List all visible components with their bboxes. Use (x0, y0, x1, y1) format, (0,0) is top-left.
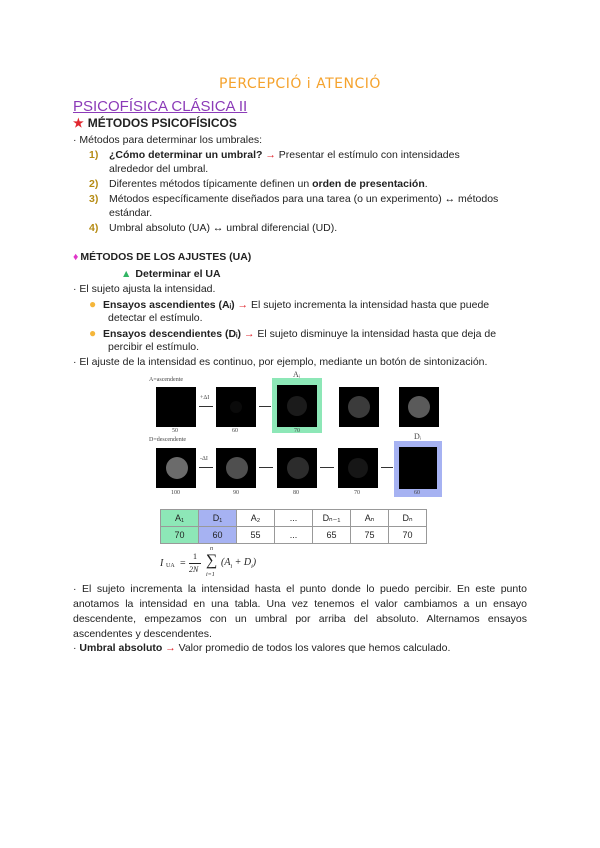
section-title: PSICOFÍSICA CLÁSICA II (73, 98, 248, 115)
closing-text: Valor promedio de todos los valores que hemos calculado. (175, 642, 451, 654)
bullet-text: El sujeto disminuye la intensidad hasta que deja de (254, 328, 497, 340)
list-text: Diferentes métodos típicamente definen un (109, 178, 313, 190)
list-item (89, 221, 337, 235)
formula-equals: = (180, 558, 186, 569)
stimulus-dot (408, 396, 430, 418)
formula-lhs-sub: UA (166, 563, 175, 569)
table-cell: 65 (313, 527, 351, 544)
bullet-icon: ● (89, 297, 97, 311)
sum-icon: ∑ (206, 552, 218, 569)
list-item (89, 148, 527, 162)
methods-title (73, 251, 251, 263)
descendente-label: D=descendente (149, 437, 187, 443)
ai-label: Aᵢ (293, 370, 301, 379)
bullet-cont: detectar el estímulo. (108, 312, 203, 324)
arrow-line (199, 467, 213, 468)
arrow-line (259, 467, 273, 468)
formula-body-a: (A (221, 557, 231, 568)
subsection-title-text: MÉTODOS PSICOFÍSICOS (87, 116, 237, 130)
formula-numerator: 1 (193, 552, 197, 561)
table-cell: ... (275, 527, 313, 544)
arrow-icon: → (237, 299, 249, 311)
closing-paragraph: · El sujeto incrementa la intensidad hasta el punto donde lo puedo percibir. En este punto anotamos la intensidad en una tabla. Una vez tenemos el valor cambiamos a un ensayo descendente, empezamos con un umbral por arriba del absoluto. Alternamos ensayos ascendentes y descendentes. (73, 583, 527, 640)
stimulus-dot (287, 396, 307, 416)
list-number: 2) (89, 178, 99, 190)
table-header-cell: Aₙ (351, 510, 389, 527)
methods-line: · El ajuste de la intensidad es continuo, por ejemplo, mediante un botón de sintonización. (73, 356, 488, 368)
table-header-cell: A₁ (161, 510, 199, 527)
closing-line: · Umbral absoluto → Valor promedio de todos los valores que hemos calculado. (73, 642, 451, 654)
intensity-value: 90 (233, 490, 239, 496)
arrow-icon: → (265, 149, 276, 161)
results-table (160, 509, 427, 544)
table-cell: 70 (389, 527, 427, 544)
list-bold: ¿Cómo determinar un umbral? (109, 149, 263, 161)
bullet-item (89, 326, 496, 341)
list-text: Presentar el estímulo con intensidades (275, 149, 460, 161)
table-header-cell: Dₙ (389, 510, 427, 527)
list-number: 1) (89, 149, 99, 161)
formula-lhs: I (160, 558, 164, 569)
stimulus-dot (348, 396, 370, 418)
intensity-value: 70 (294, 428, 300, 434)
stimulus-dot (226, 457, 248, 479)
sum-lower: i=1 (206, 572, 215, 578)
subsection-title (73, 116, 237, 130)
arrow-line (381, 467, 393, 468)
arrow-line (320, 467, 334, 468)
page-title: PERCEPCIÓ i ATENCIÓ (219, 76, 381, 92)
stimulus-dot (287, 457, 309, 479)
table-cell: 55 (237, 527, 275, 544)
di-label: Dᵢ (414, 432, 422, 441)
table-header-cell: A₂ (237, 510, 275, 527)
stimulus-dot (166, 457, 188, 479)
triangle-icon: ▲ (121, 268, 132, 280)
intensity-value: 60 (232, 428, 238, 434)
stimulus-square (399, 447, 437, 489)
bullet-icon: ● (89, 326, 97, 340)
table-header-cell: Dₙ₋₁ (313, 510, 351, 527)
table-row (161, 527, 427, 544)
formula-body: $(A_i + D_i)$ (221, 557, 257, 570)
list-number: 4) (89, 222, 99, 234)
intensity-value: 100 (171, 490, 180, 496)
step-label: -ΔI (200, 456, 208, 462)
methods-title-text: MÉTODOS DE LOS AJUSTES (UA) (80, 251, 252, 263)
sum-upper: n (210, 546, 213, 552)
intensity-value: 60 (414, 490, 420, 496)
closing-bold: Umbral absoluto (79, 642, 163, 654)
list-item-cont: alrededor del umbral. (109, 163, 209, 175)
methods-subtitle-text: Determinar el UA (135, 268, 221, 280)
list-item (89, 192, 498, 206)
arrow-icon: → (165, 642, 176, 654)
bullet-bold: Ensayos ascendientes (Aᵢ) (103, 299, 235, 311)
list-bold: orden de presentación (312, 178, 425, 190)
formula (160, 548, 290, 578)
arrow-icon: → (243, 328, 255, 340)
table-cell: 60 (199, 527, 237, 544)
arrow-line (199, 406, 213, 407)
fraction-bar (189, 563, 201, 564)
list-item (89, 177, 428, 191)
list-number: 3) (89, 193, 99, 205)
intensity-value: 50 (172, 428, 178, 434)
formula-body-d: + D (232, 557, 252, 568)
table-header-cell: D₁ (199, 510, 237, 527)
table-row (161, 510, 427, 527)
table-cell: 70 (161, 527, 199, 544)
bullet-cont: percibir el estímulo. (108, 341, 200, 353)
arrow-line (259, 406, 271, 407)
diamond-icon: ♦ (73, 251, 79, 263)
stimulus-square (156, 387, 196, 427)
list-text: . (424, 178, 428, 190)
list-item-cont: estándar. (109, 207, 153, 219)
step-label: +ΔI (200, 395, 210, 401)
intensity-value: 80 (293, 490, 299, 496)
star-icon: ★ (73, 116, 84, 130)
intro-line: · Métodos para determinar los umbrales: (73, 134, 263, 146)
bullet-bold: Ensayos descendientes (Dᵢ) (103, 328, 242, 340)
intensity-value: 70 (354, 490, 360, 496)
formula-body-end: ) (252, 557, 257, 568)
list-text: Métodos específicamente diseñados para una tarea (o un experimento) ↔ métodos (109, 193, 499, 205)
methods-line: · El sujeto ajusta la intensidad. (73, 283, 216, 295)
formula-denominator: 2N (189, 565, 199, 574)
table-header-cell: ... (275, 510, 313, 527)
bullet-item (89, 297, 489, 312)
table-cell: 75 (351, 527, 389, 544)
list-text: Umbral absoluto (UA) ↔ umbral diferencial (UD). (109, 222, 338, 234)
methods-subtitle (121, 268, 221, 280)
bullet-text: El sujeto incrementa la intensidad hasta que puede (248, 299, 490, 311)
ascendente-label: A=ascendente (149, 377, 184, 383)
stimulus-dot (230, 401, 242, 413)
stimulus-dot (348, 458, 368, 478)
